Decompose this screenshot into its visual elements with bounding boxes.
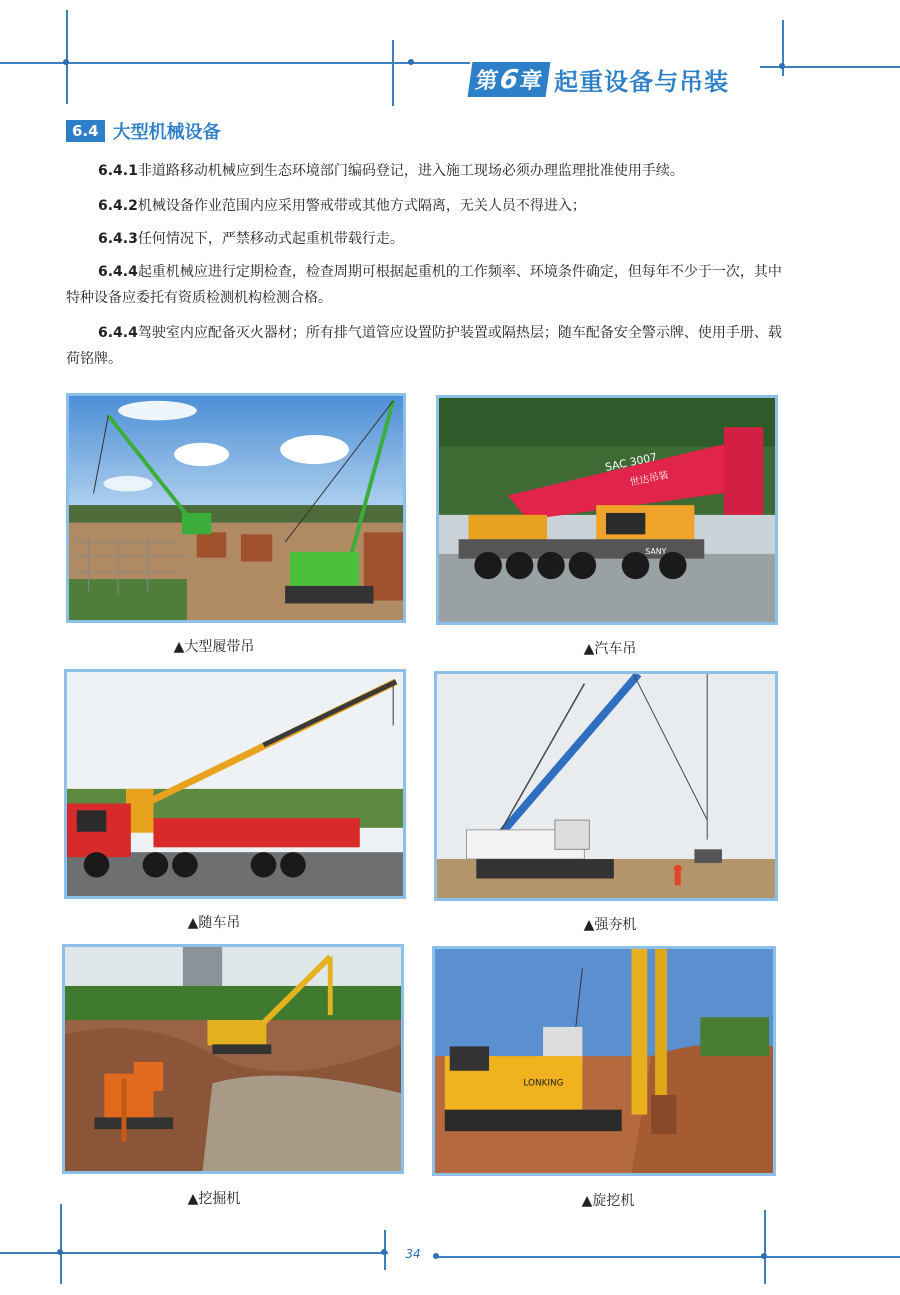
photo-caption: ▲随车吊: [187, 915, 241, 931]
clause-number: 6.4.3: [98, 231, 138, 247]
excavator-photo: [62, 944, 404, 1174]
truck-crane-photo: [436, 395, 778, 625]
chapter-suffix: 章: [518, 68, 544, 94]
header-dot: [408, 59, 414, 65]
chapter-title: 起重设备与吊装: [554, 67, 730, 96]
photo-caption: ▲强夯机: [583, 917, 637, 933]
boom-label: SAC 3007: [603, 450, 659, 474]
footer-dot: [761, 1253, 767, 1259]
truck-mounted-crane-photo: [64, 669, 406, 899]
header-dot: [779, 63, 785, 69]
header-vrule-mid: [392, 40, 394, 106]
rig-brand-label: LONKING: [523, 1078, 564, 1089]
crawler-crane-photo: [66, 393, 406, 623]
page-number: 34: [405, 1247, 421, 1261]
company-label: 世达吊装: [628, 469, 670, 489]
footer-vrule-left: [60, 1204, 62, 1284]
header-vrule-left: [66, 10, 68, 104]
footer-dot: [433, 1253, 439, 1259]
chapter-header: [470, 60, 729, 98]
brand-label: SANY: [645, 546, 667, 556]
chapter-number: 6: [497, 64, 521, 94]
clause-number: 6.4.2: [98, 198, 138, 214]
chapter-badge: [468, 62, 551, 97]
paragraph-6-4-1: [66, 158, 782, 184]
clause-text: 机械设备作业范围内应采用警戒带或其他方式隔离，无关人员不得进入；: [137, 198, 586, 214]
footer-vrule-right: [764, 1210, 766, 1284]
section-title: 大型机械设备: [112, 122, 221, 143]
photo-caption: ▲大型履带吊: [173, 639, 255, 655]
chapter-prefix: 第: [473, 68, 500, 94]
footer-dot: [57, 1249, 63, 1255]
header-rule: [0, 62, 470, 64]
clause-text: 任何情况下，严禁移动式起重机带载行走。: [137, 231, 404, 247]
photo-caption: ▲汽车吊: [583, 641, 637, 657]
clause-text: 非道路移动机械应到生态环境部门编码登记，进入施工现场必须办理监理批准使用手续。: [137, 163, 684, 179]
footer-dot: [381, 1249, 387, 1255]
clause-number: 6.4.4: [98, 325, 138, 341]
clause-number: 6.4.4: [98, 264, 138, 280]
dynamic-compactor-photo: [434, 671, 778, 901]
paragraph-6-4-4: [66, 259, 782, 311]
photo-caption: ▲旋挖机: [581, 1193, 635, 1209]
rotary-drilling-rig-photo: [432, 946, 776, 1176]
section-number: 6.4: [66, 120, 105, 142]
paragraph-6-4-3: [66, 226, 782, 252]
photo-caption: ▲挖掘机: [187, 1191, 241, 1207]
section-heading: [66, 118, 221, 144]
clause-text: 驾驶室内应配备灭火器材；所有排气道管应设置防护装置或隔热层；随车配备安全警示牌、使用手册、载荷铭牌。: [66, 325, 782, 367]
header-dot: [63, 59, 69, 65]
clause-text: 起重机械应进行定期检查，检查周期可根据起重机的工作频率、环境条件确定，但每年不少于一次，其中特种设备应委托有资质检测机构检测合格。: [66, 264, 782, 306]
footer-rule-right: [436, 1256, 900, 1258]
clause-number: 6.4.1: [98, 163, 138, 179]
paragraph-6-4-2: [66, 193, 782, 219]
paragraph-6-4-4-b: [66, 320, 782, 372]
